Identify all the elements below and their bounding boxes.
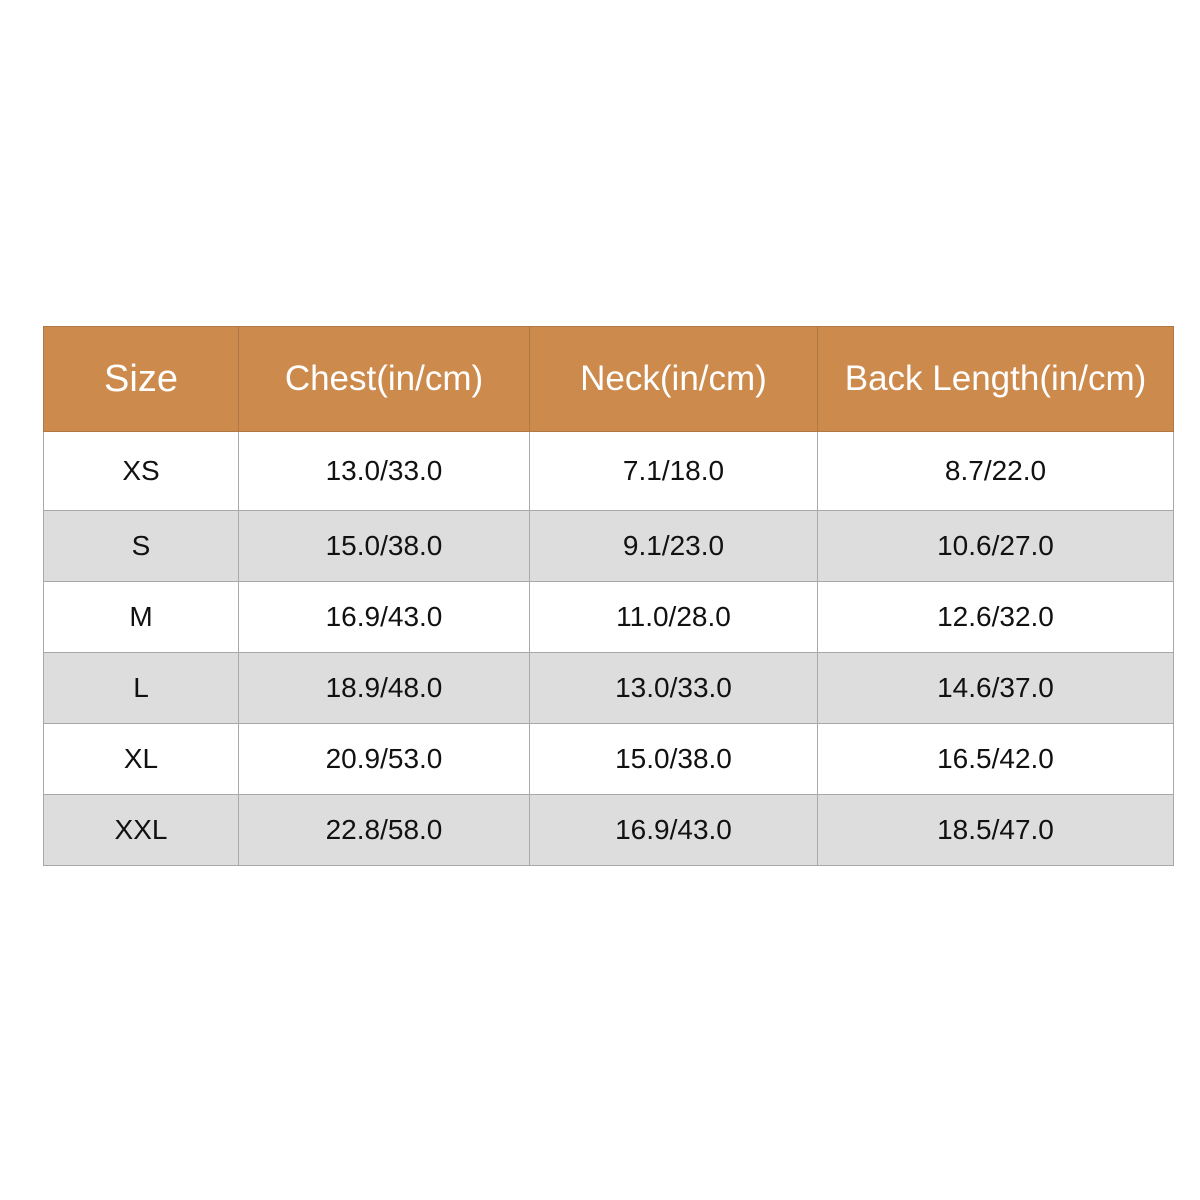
chest-cell: 16.9/43.0 — [239, 582, 530, 653]
chest-cell: 13.0/33.0 — [239, 432, 530, 511]
neck-cell: 15.0/38.0 — [530, 724, 818, 795]
table-row — [44, 795, 1174, 866]
neck-cell: 9.1/23.0 — [530, 511, 818, 582]
back-length-cell: 8.7/22.0 — [818, 432, 1174, 511]
column-header-size: Size — [44, 327, 239, 432]
table-row — [44, 432, 1174, 511]
neck-cell: 7.1/18.0 — [530, 432, 818, 511]
chest-cell: 20.9/53.0 — [239, 724, 530, 795]
neck-cell: 16.9/43.0 — [530, 795, 818, 866]
chest-cell: 18.9/48.0 — [239, 653, 530, 724]
header-row — [44, 327, 1174, 432]
column-header-back-length: Back Length(in/cm) — [818, 327, 1174, 432]
size-cell: XXL — [44, 795, 239, 866]
table-row — [44, 582, 1174, 653]
size-cell: M — [44, 582, 239, 653]
back-length-cell: 16.5/42.0 — [818, 724, 1174, 795]
size-cell: S — [44, 511, 239, 582]
chest-cell: 22.8/58.0 — [239, 795, 530, 866]
table-row — [44, 511, 1174, 582]
neck-cell: 11.0/28.0 — [530, 582, 818, 653]
back-length-cell: 18.5/47.0 — [818, 795, 1174, 866]
table-row — [44, 724, 1174, 795]
table-body — [44, 432, 1174, 866]
back-length-cell: 14.6/37.0 — [818, 653, 1174, 724]
column-header-neck: Neck(in/cm) — [530, 327, 818, 432]
size-chart-table — [43, 326, 1174, 866]
back-length-cell: 12.6/32.0 — [818, 582, 1174, 653]
column-header-chest: Chest(in/cm) — [239, 327, 530, 432]
table-row — [44, 653, 1174, 724]
size-cell: L — [44, 653, 239, 724]
size-cell: XL — [44, 724, 239, 795]
chest-cell: 15.0/38.0 — [239, 511, 530, 582]
table-header — [44, 327, 1174, 432]
size-cell: XS — [44, 432, 239, 511]
neck-cell: 13.0/33.0 — [530, 653, 818, 724]
back-length-cell: 10.6/27.0 — [818, 511, 1174, 582]
